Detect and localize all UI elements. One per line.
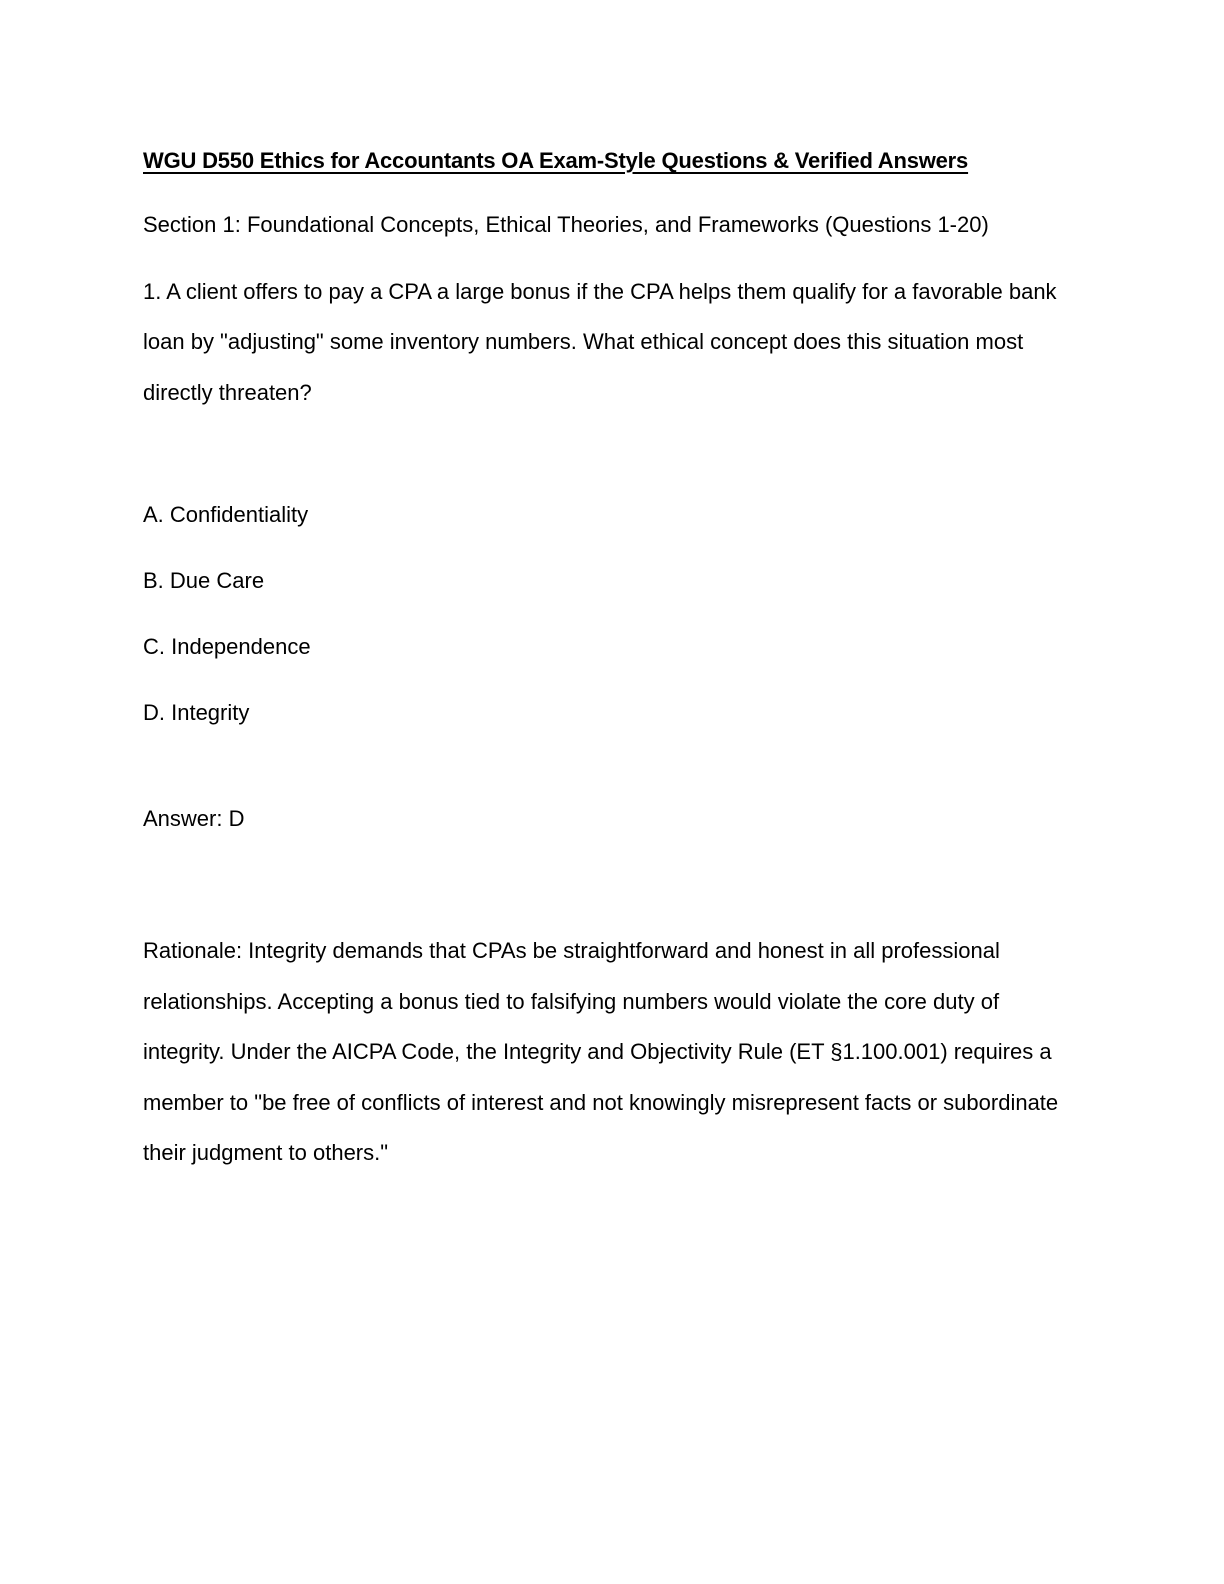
document-content xyxy=(143,140,1083,1179)
answer-text: Answer: D xyxy=(143,806,245,831)
option-a: A. Confidentiality xyxy=(143,502,309,527)
option-c: C. Independence xyxy=(143,634,311,659)
question-text: 1. A client offers to pay a CPA a large bonus if the CPA helps them qualify for a favorable bank loan by "adjusting" some inventory numbers. What ethical concept does this situation most directly threaten? xyxy=(143,278,1057,405)
option-b: B. Due Care xyxy=(143,568,265,593)
answer-options xyxy=(143,500,1083,728)
rationale-text: Rationale: Integrity demands that CPAs be straightforward and honest in all professional relationships. Accepting a bonus tied to falsifying numbers would violate the core duty of integrity. Under the AICPA Code, the Integrity and Objectivity Rule (ET §1.100.001) requires a member to "be free of conflicts of interest and not knowingly misrepresent facts or subordinate their judgment to others." xyxy=(143,938,1059,1165)
option-d: D. Integrity xyxy=(143,700,250,725)
section-heading: Section 1: Foundational Concepts, Ethical Theories, and Frameworks (Questions 1-20) xyxy=(143,212,989,237)
document-title: WGU D550 Ethics for Accountants OA Exam-Style Questions & Verified Answers xyxy=(143,148,969,173)
